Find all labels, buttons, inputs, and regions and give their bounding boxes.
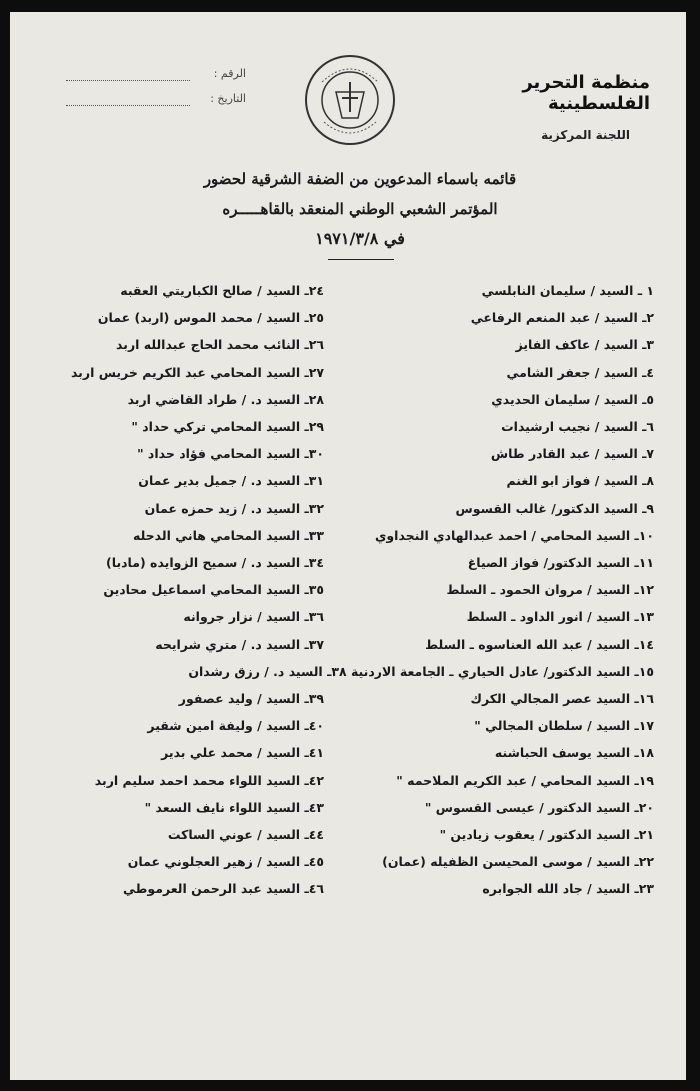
- list-item: ٢٢ـ السيد / موسى المحيسن الظفيله (عمان): [382, 854, 654, 870]
- list-item: ٣٢ـ السيد د. / زيد حمزه عمان: [144, 500, 324, 516]
- date-line: [66, 105, 190, 106]
- title-line-1: قائمه باسماء المدعوين من الضفة الشرقية لحضور: [203, 170, 517, 188]
- list-row: [38, 773, 654, 795]
- list-item: ٢٨ـ السيد د. / طراد القاضي اربد: [127, 391, 324, 407]
- list-item: ٣٣ـ السيد المحامي هاني الدحله: [132, 527, 324, 543]
- list-item: ١٢ـ السيد / مروان الحمود ـ السلط: [446, 582, 654, 598]
- list-row: [38, 854, 654, 876]
- document-page: [10, 12, 686, 1080]
- list-item: ٢٣ـ السيد / جاد الله الجوابره: [482, 881, 654, 897]
- list-row: [38, 637, 654, 659]
- list-item: ٣ـ السيد / عاكف الفايز: [515, 337, 654, 353]
- list-row: [38, 800, 654, 822]
- list-item: ١ ـ السيد / سليمان النابلسي: [481, 283, 654, 298]
- list-item: ٢٤ـ السيد / صالح الكباريتي العقبه: [120, 283, 324, 298]
- list-item: ٢٧ـ السيد المحامي عبد الكريم خريس اربد: [70, 364, 324, 380]
- list-row: [38, 664, 654, 686]
- list-row: [38, 337, 654, 359]
- list-item: ٤١ـ السيد / محمد علي بدير: [161, 745, 324, 761]
- list-item: ١٧ـ السيد / سلطان المجالي ": [474, 718, 654, 734]
- list-item: ١١ـ السيد الدكتور/ فواز الصياغ: [467, 555, 654, 570]
- list-item: ٢٥ـ السيد / محمد الموس (اربد) عمان: [97, 310, 324, 326]
- list-row: [38, 745, 654, 767]
- list-item: ٣٦ـ السيد / نزار جروانه: [183, 609, 324, 625]
- list-row: [38, 555, 654, 577]
- list-item: ٤٦ـ السيد عبد الرحمن العرموطي: [122, 881, 324, 897]
- date-field: [66, 92, 246, 110]
- list-row: [38, 365, 654, 387]
- list-item: ١٩ـ السيد المحامي / عبد الكريم الملاحمه ": [396, 772, 654, 788]
- list-item: ٤٥ـ السيد / زهير العجلوني عمان: [127, 854, 324, 870]
- list-item: ٥ـ السيد / سليمان الحديدي: [491, 391, 654, 407]
- title-underline: [328, 259, 394, 260]
- list-item: ٤ـ السيد / جعفر الشامي: [506, 364, 654, 380]
- list-item: ٨ـ السيد / فواز ابو الغنم: [506, 473, 654, 489]
- list-item: ١٣ـ السيد / انور الداود ـ السلط: [466, 609, 654, 625]
- list-row: [38, 446, 654, 468]
- organization-name: منظمة التحرير الفلسطينية: [522, 72, 650, 114]
- list-item: ٣١ـ السيد د. / جميل بدير عمان: [138, 473, 324, 489]
- list-item: ٤٣ـ السيد اللواء نايف السعد ": [144, 799, 324, 815]
- list-item: ٧ـ السيد / عبد القادر طاش: [490, 446, 654, 462]
- number-field: [66, 67, 246, 85]
- title-line-2: المؤتمر الشعبي الوطني المنعقد بالقاهـــــره: [222, 200, 498, 218]
- list-item: ٤٤ـ السيد / عوني الساكت: [167, 827, 324, 842]
- list-row: [38, 473, 654, 495]
- list-item: ٢١ـ السيد الدكتور / يعقوب زيادين ": [439, 827, 654, 842]
- list-row: [38, 310, 654, 332]
- list-item: ٩ـ السيد الدكتور/ غالب القسوس: [455, 500, 654, 516]
- list-item: ٢٦ـ النائب محمد الحاج عبدالله اربد: [116, 337, 324, 353]
- list-item: ١٥ـ السيد الدكتور/ عادل الحياري ـ الجامعة الاردنية ٣٨ـ السيد د. / رزق رشدان: [188, 663, 654, 679]
- list-row: [38, 582, 654, 604]
- list-row: [38, 392, 654, 414]
- list-item: ٣٠ـ السيد المحامي فؤاد حداد ": [137, 446, 324, 462]
- list-item: ٣٤ـ السيد د. / سميح الزوايده (مادبا): [106, 555, 324, 570]
- list-item: ٣٥ـ السيد المحامي اسماعيل محادين: [103, 582, 324, 598]
- letterhead: [430, 72, 650, 142]
- number-line: [66, 80, 190, 81]
- list-row: [38, 691, 654, 713]
- list-row: [38, 528, 654, 550]
- list-row: [38, 501, 654, 523]
- list-item: ٦ـ السيد / نجيب ارشيدات: [501, 419, 654, 434]
- committee-name: اللجنة المركزية: [541, 128, 630, 142]
- list-item: ٤٠ـ السيد / وليفة امين شقير: [147, 718, 324, 734]
- list-row: [38, 881, 654, 903]
- seal-icon: [302, 52, 398, 148]
- date-label: التاريخ :: [210, 92, 246, 105]
- title-line-3: في ١٩٧١/٣/٨: [315, 229, 405, 248]
- list-item: ١٦ـ السيد عصر المجالي الكرك: [470, 691, 654, 706]
- list-row: [38, 609, 654, 631]
- list-row: [38, 827, 654, 849]
- list-item: ٢ـ السيد / عبد المنعم الرفاعي: [470, 310, 654, 326]
- list-item: ٢٩ـ السيد المحامي تركي حداد ": [131, 419, 324, 434]
- number-label: الرقم :: [213, 67, 246, 80]
- list-item: ٢٠ـ السيد الدكتور / عيسى القسوس ": [424, 799, 654, 815]
- list-row: [38, 283, 654, 305]
- list-item: ١٨ـ السيد يوسف الحباشنه: [494, 745, 654, 761]
- list-row: [38, 718, 654, 740]
- list-row: [38, 419, 654, 441]
- list-item: ١٤ـ السيد / عبد الله العناسوه ـ السلط: [425, 636, 654, 652]
- list-item: ٣٩ـ السيد / وليد عصفور: [178, 691, 324, 706]
- list-item: ٤٢ـ السيد اللواء محمد احمد سليم اربد: [94, 772, 324, 788]
- list-item: ٣٧ـ السيد د. / متري شرايحه: [155, 636, 324, 652]
- list-item: ١٠ـ السيد المحامي / احمد عبدالهادي النجداوي: [374, 527, 654, 543]
